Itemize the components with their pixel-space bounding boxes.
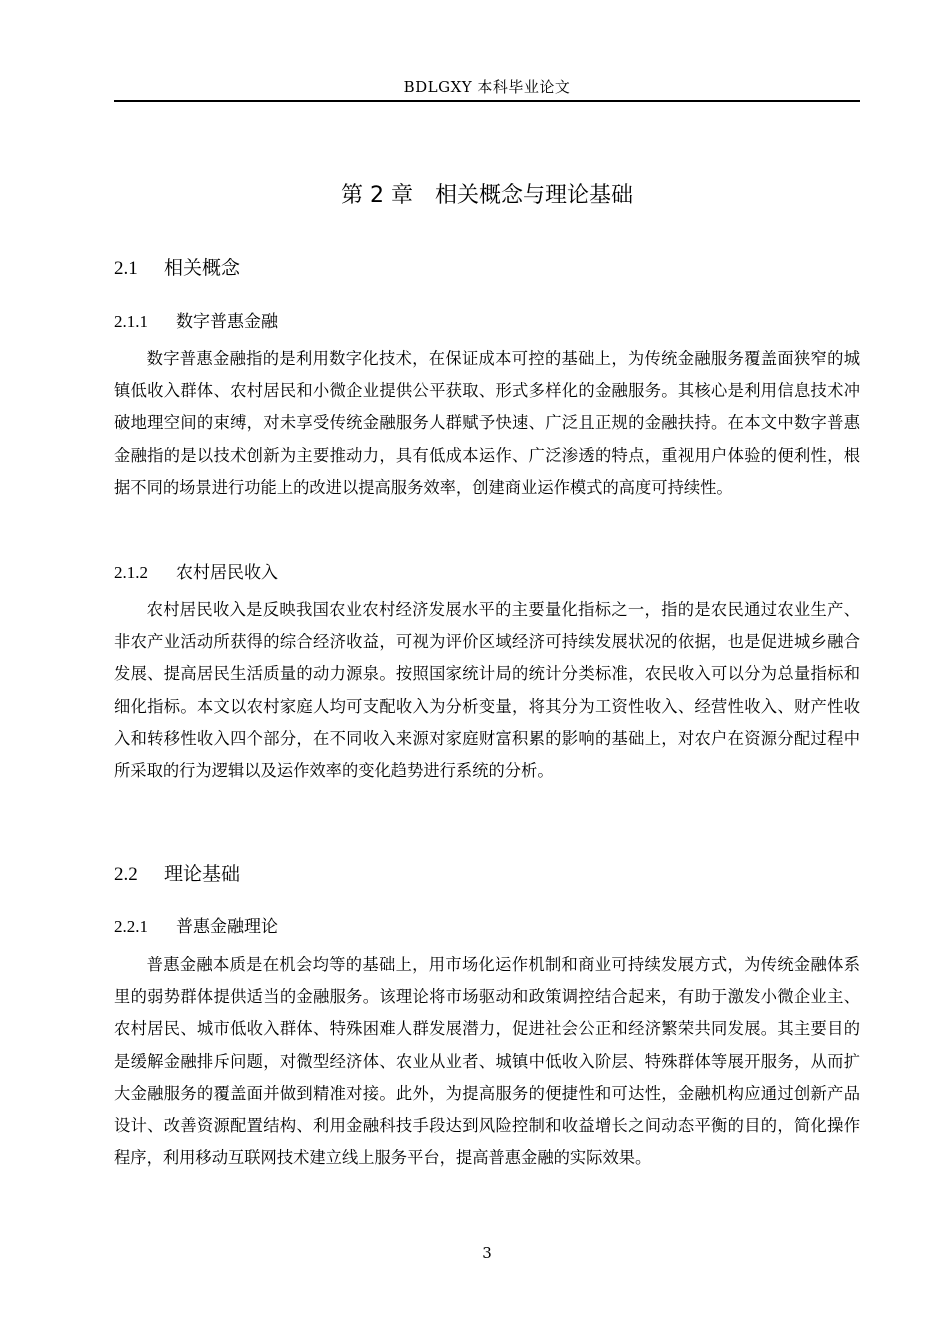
subsection-number: 2.1.2 [114,563,148,582]
subsection-title: 农村居民收入 [176,563,278,583]
section-number: 2.2 [114,864,138,885]
subsection-number: 2.2.1 [114,917,148,936]
running-header: BDLGXY 本科毕业论文 [403,78,571,96]
subsection-heading-2-1-1 [114,307,278,332]
paragraph-inclusive-finance-theory: 普惠金融本质是在机会均等的基础上，用市场化运作机制和商业可持续发展方式，为传统金融体系里的弱势群体提供适当的金融服务。该理论将市场驱动和政策调控结合起来，有助于激发小微企业主、农村居民、城市低收入群体、特殊困难人群发展潜力，促进社会公正和经济繁荣共同发展。其主要目的是缓解金融排斥问题，对微型经济体、农业从业者、城镇中低收入阶层、特殊群体等展开服务，从而扩大金融服务的覆盖面并做到精准对接。此外，为提高服务的便捷性和可达性，金融机构应通过创新产品设计、改善资源配置结构、利用金融科技手段达到风险控制和收益增长之间动态平衡的目的，简化操作程序，利用移动互联网技术建立线上服务平台，提高普惠金融的实际效果。 [114,955,860,1168]
paragraph-digital-inclusive-finance: 数字普惠金融指的是利用数字化技术，在保证成本可控的基础上，为传统金融服务覆盖面狭窄的城镇低收入群体、农村居民和小微企业提供公平获取、形式多样化的金融服务。其核心是利用信息技术冲破地理空间的束缚，对未享受传统金融服务人群赋予快速、广泛且正规的金融扶持。在本文中数字普惠金融指的是以技术创新为主要推动力，具有低成本运作、广泛渗透的特点，重视用户体验的便利性，根据不同的场景进行功能上的改进以提高服务效率，创建商业运作模式的高度可持续性。 [114,349,860,497]
section-heading-2-1 [114,253,240,280]
section-title: 理论基础 [164,863,241,885]
section-title: 相关概念 [164,257,241,279]
paragraph-rural-income: 农村居民收入是反映我国农业农村经济发展水平的主要量化指标之一，指的是农民通过农业生产、非农产业活动所获得的综合经济收益，可视为评价区域经济可持续发展状况的依据，也是促进城乡融合发展、提高居民生活质量的动力源泉。按照国家统计局的统计分类标准，农民收入可以分为总量指标和细化指标。本文以农村家庭人均可支配收入为分析变量，将其分为工资性收入、经营性收入、财产性收入和转移性收入四个部分，在不同收入来源对家庭财富积累的影响的基础上，对农户在资源分配过程中所采取的行为逻辑以及运作效率的变化趋势进行系统的分析。 [114,600,860,781]
page-number: 3 [482,1244,492,1262]
subsection-title: 普惠金融理论 [176,917,278,937]
section-heading-2-2 [114,859,240,886]
chapter-title: 第 2 章 相关概念与理论基础 [341,183,633,208]
section-number: 2.1 [114,258,138,279]
header-divider [114,100,860,102]
subsection-number: 2.1.1 [114,312,148,331]
subsection-heading-2-2-1 [114,912,278,937]
subsection-title: 数字普惠金融 [176,312,278,332]
subsection-heading-2-1-2 [114,558,278,583]
